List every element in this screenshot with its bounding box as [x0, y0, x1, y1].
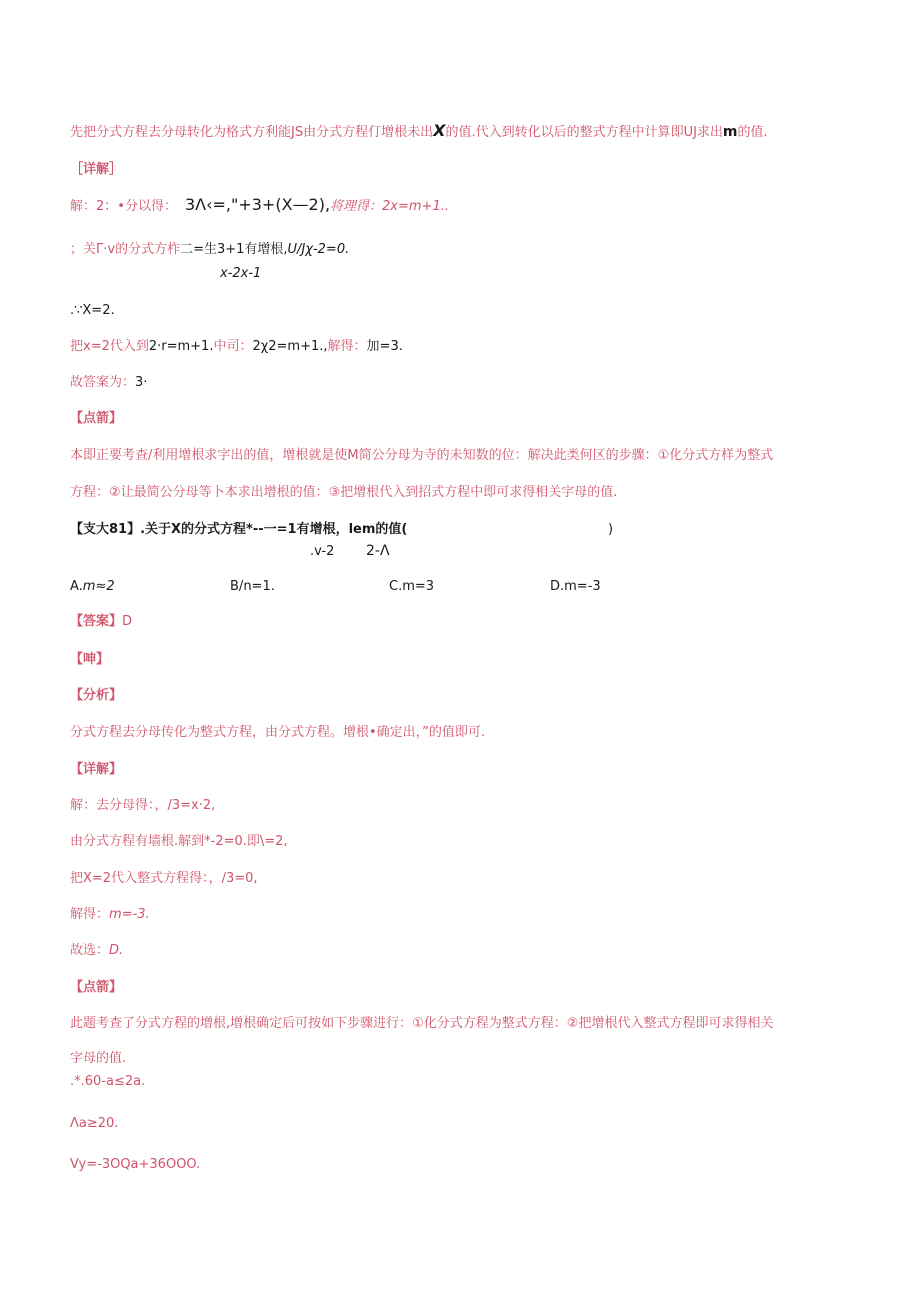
- detail-label-1: ［详解］: [70, 162, 123, 177]
- question-2-denom-1: .v-2: [310, 544, 335, 559]
- tail-line-3: Vy=-3OQa+36OOO.: [70, 1157, 201, 1172]
- solution-4-d: 2χ2=m+1.,: [252, 339, 328, 354]
- option-d: D.m=-3: [550, 579, 601, 594]
- answer-line: [70, 613, 132, 631]
- intro-text-c: 的值.代入到转化以后的整式方程中计算即UJ求出: [445, 125, 723, 140]
- option-b-letter: B/: [230, 579, 244, 594]
- tail-line-2: Λa≥20.: [70, 1116, 119, 1131]
- solution-4-a: 把x=2代入到: [70, 339, 149, 354]
- analysis-text: 分式方程去分母传化为整式方程，由分式方程。增根•确定出，”的值即可.: [70, 725, 486, 740]
- solution-2-b: 二=生3+1有增根,: [180, 242, 288, 257]
- analysis-header: 【呻】: [70, 652, 110, 667]
- solution-4-e: 解得：: [327, 339, 367, 354]
- detail-label-2: 【详解】: [70, 762, 123, 777]
- solution-5-a: 故答案为：: [70, 375, 136, 390]
- detail-2-line-4: [70, 906, 150, 924]
- points-label-1: 【点箭】: [70, 411, 123, 426]
- points-1-text-2: 方程：②让最简公分母等卜本求出增根的值：③把增根代入到招式方程中即可求得相关字母的值.: [70, 485, 618, 500]
- answer-value: D: [122, 614, 133, 629]
- intro-text-a: 先把分式方程去分母转化为格式方利能JS由分式方程仃增根未出: [70, 125, 434, 140]
- answer-label: 【答案】: [70, 614, 123, 629]
- solution-1-simplified: 将理得：2x=m+1..: [330, 199, 449, 214]
- solution-2-c: U/Jχ-2=0.: [287, 242, 350, 257]
- points-2-text-1: 此题考查了分式方程的增根,增根确定后可按如下步骤进行：①化分式方程为整式方程：②把增根代入整式方程即可求得相关: [70, 1016, 774, 1031]
- points-1-text-1: 本即正要考查/利用增根求字出的值，增根就是使M简公分母为寺的未知数的位：解决此类何区的步骤：①化分式方样为整式: [70, 448, 774, 463]
- detail-2-line-2: 由分式方程有墙根.解到*-2=0.即\=2,: [70, 834, 288, 849]
- intro-var-x: X: [433, 121, 446, 140]
- detail-2-line-5-b: D.: [109, 943, 124, 958]
- solution-1-prefix: 解：2：•分以得：: [70, 199, 177, 214]
- detail-2-line-3: 把X=2代入整式方程得：，/3=0,: [70, 871, 258, 886]
- solution-2-denominators: x-2x-1: [220, 266, 262, 281]
- analysis-label: 【分析】: [70, 688, 123, 703]
- points-2-text-2: 字母的值.: [70, 1051, 127, 1066]
- question-2-stem: 【支大81】.关于X的分式方程*--一=1有增根，lem的值(: [70, 522, 408, 537]
- solution-line-3: .∵X=2.: [70, 303, 115, 318]
- detail-2-line-1: 解：去分母得：，/3=x·2,: [70, 798, 216, 813]
- detail-2-line-5-a: 故选：: [70, 943, 110, 958]
- solution-4-f: 加=3.: [366, 339, 403, 354]
- question-2-denom-2: 2-Λ: [366, 543, 390, 559]
- solution-line-1: [70, 196, 449, 216]
- solution-5-b: 3·: [135, 375, 148, 390]
- tail-line-1: .*.60-a≤2a.: [70, 1074, 146, 1089]
- question-2-close-paren: ): [608, 522, 614, 537]
- detail-2-line-4-a: 解得：: [70, 907, 110, 922]
- option-a-letter: A.: [70, 579, 83, 594]
- detail-2-line-5: [70, 942, 123, 960]
- points-label-2: 【点箭】: [70, 980, 123, 995]
- solution-2-a: ；关Γ·v的分式方柞: [70, 242, 181, 257]
- solution-1-equation: 3Λ‹=,"+3+(X—2),: [184, 195, 331, 214]
- solution-4-b: 2·r=m+1.: [148, 339, 214, 354]
- intro-line: [70, 122, 768, 142]
- detail-2-line-4-b: m=-3.: [109, 907, 150, 922]
- intro-var-m: m: [722, 124, 738, 140]
- intro-text-e: 的值.: [737, 125, 768, 140]
- option-a-value: m≈2: [82, 579, 115, 594]
- solution-line-4: [70, 338, 403, 356]
- option-b: [230, 578, 275, 596]
- solution-line-2: [70, 241, 349, 259]
- solution-line-5: [70, 374, 147, 392]
- option-c: C.m=3: [389, 579, 435, 594]
- option-a: [70, 578, 115, 596]
- solution-4-c: 中司：: [213, 339, 253, 354]
- option-b-value: n=1.: [243, 579, 275, 594]
